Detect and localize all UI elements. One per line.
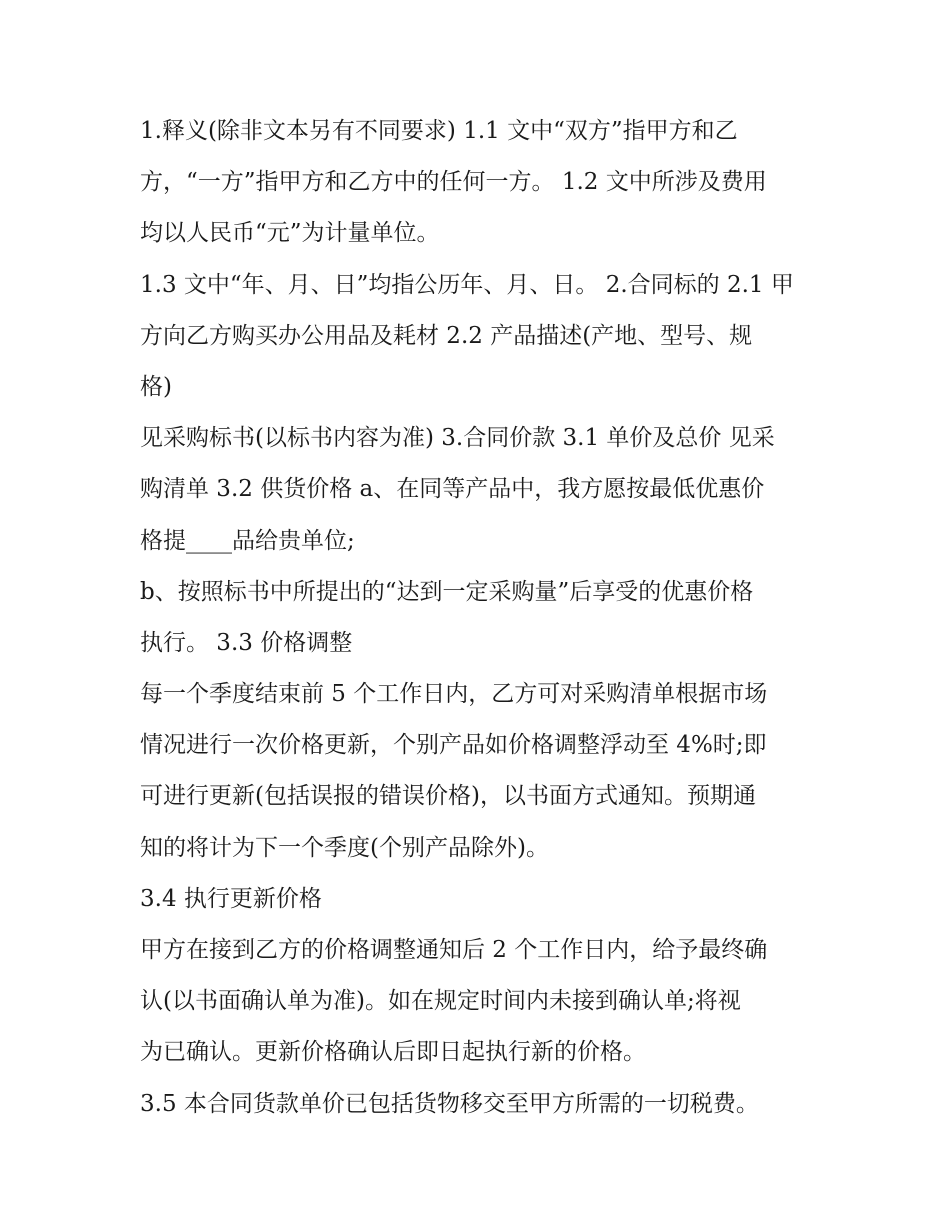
text-line-15: 知的将计为下一个季度(个别产品除外)。 <box>140 834 549 861</box>
text-line-2: 方，“一方”指甲方和乙方中的任何一方。 1.2 文中所涉及费用 <box>140 169 767 196</box>
text-line-14: 可进行更新(包括误报的错误价格)，以书面方式通知。预期通 <box>140 783 756 810</box>
text-line-6: 格) <box>140 373 172 400</box>
text-line-17: 甲方在接到乙方的价格调整通知后 2 个工作日内，给予最终确 <box>140 937 768 963</box>
text-line-19: 为已确认。更新价格确认后即日起执行新的价格。 <box>140 1039 646 1066</box>
text-line-5: 方向乙方购买办公用品及耗材 2.2 产品描述(产地、型号、规 <box>140 322 753 349</box>
text-line-8: 购清单 3.2 供货价格 a、在同等产品中，我方愿按最低优惠价 <box>140 476 765 503</box>
text-line-3: 均以人民币“元”为计量单位。 <box>140 220 440 247</box>
text-line-12: 每一个季度结束前 5 个工作日内，乙方可对采购清单根据市场 <box>140 681 768 708</box>
text-line-4: 1.3 文中“年、月、日”均指公历年、月、日。 2.合同标的 2.1 甲 <box>140 271 794 298</box>
contract-text-body <box>140 106 830 1130</box>
text-line-16: 3.4 执行更新价格 <box>140 885 322 912</box>
text-line-11: 执行。 3.3 价格调整 <box>140 629 353 656</box>
text-line-7: 见采购标书(以标书内容为准) 3.合同价款 3.1 单价及总价 见采 <box>140 425 775 452</box>
text-line-13: 情况进行一次价格更新，个别产品如价格调整浮动至 4%时;即 <box>140 732 767 759</box>
text-line-20: 3.5 本合同货款单价已包括货物移交至甲方所需的一切税费。 <box>140 1090 759 1117</box>
text-line-10: b、按照标书中所提出的“达到一定采购量”后享受的优惠价格 <box>140 578 754 605</box>
text-line-1: 1.释义(除非文本另有不同要求) 1.1 文中“双方”指甲方和乙 <box>140 118 738 144</box>
text-line-9: 格提____品给贵单位; <box>140 527 355 554</box>
text-line-18: 认(以书面确认单为准)。如在规定时间内未接到确认单;将视 <box>140 988 741 1015</box>
